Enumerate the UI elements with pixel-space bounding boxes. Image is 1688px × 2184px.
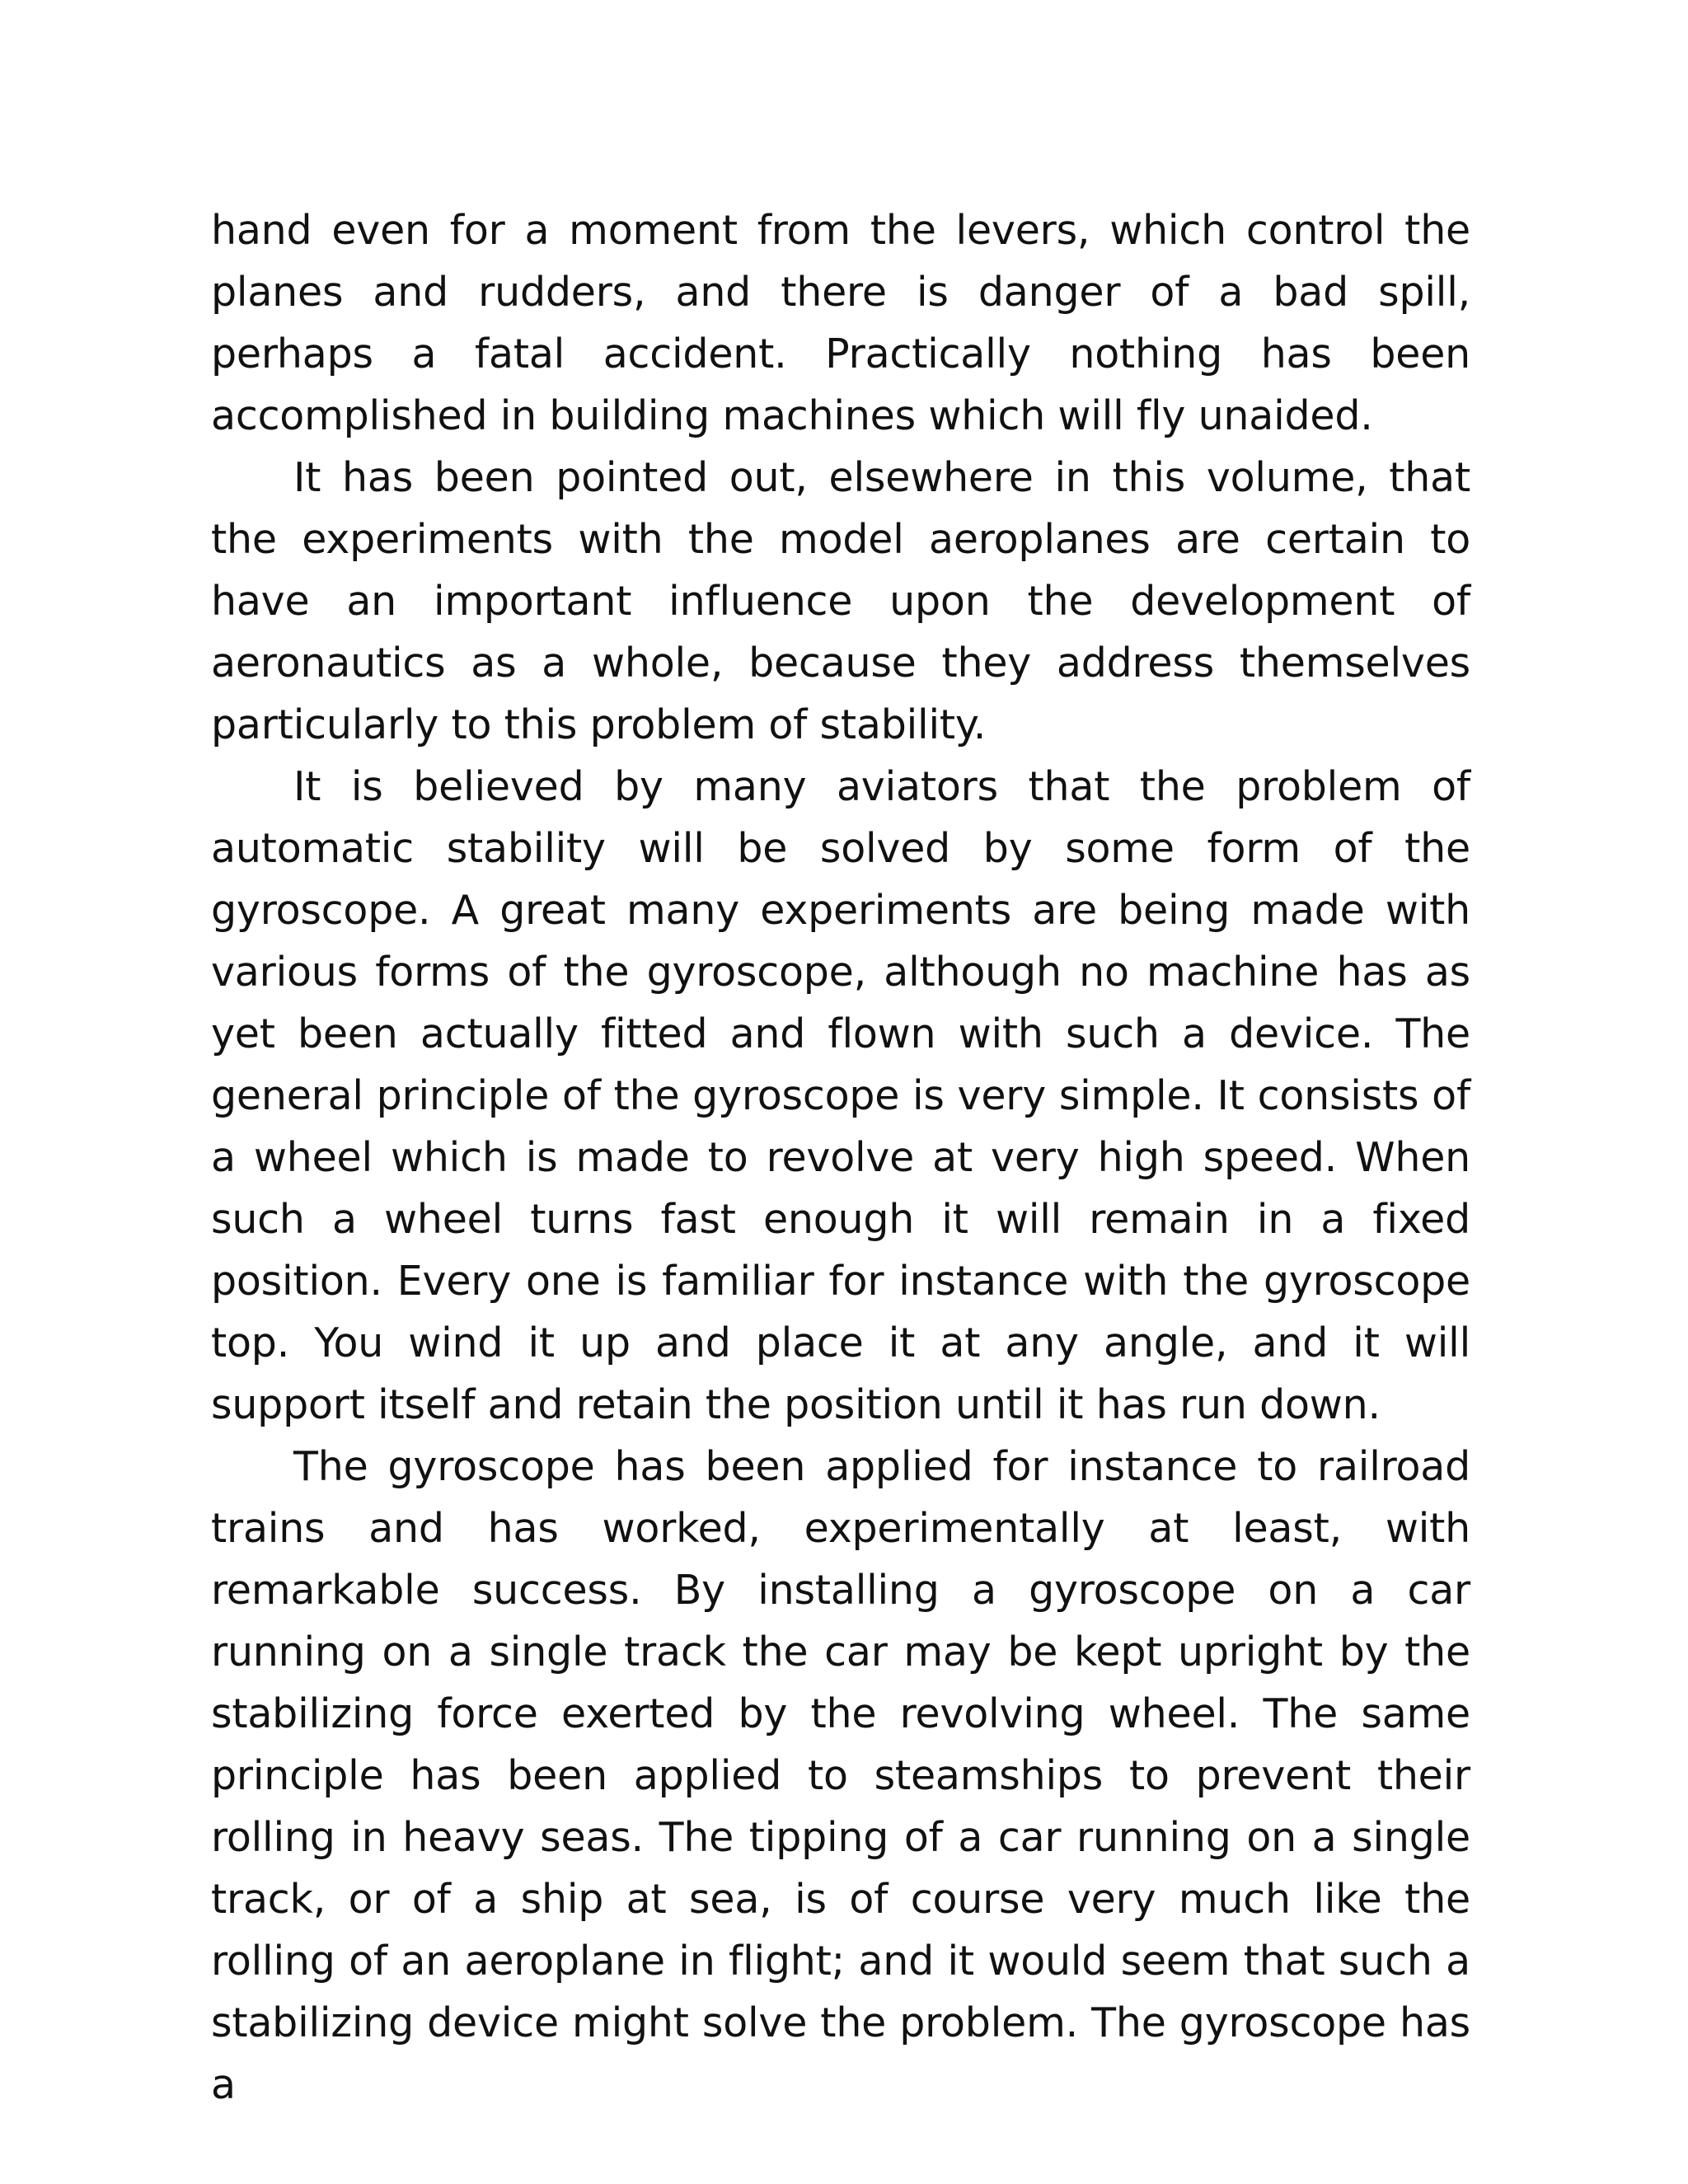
paragraph-model-aeroplanes: It has been pointed out, elsewhere in this volume, that the experiments with the model aeroplanes are certain to have an important influence upon the development of aeronautics as a whole, because they address themselves particularly to this problem of stability.: [211, 454, 1470, 748]
paragraph-continuation: hand even for a moment from the levers, which control the planes and rudders, and there is danger of a bad spill, perhaps a fatal accident. Practically nothing has been accomplished in building machines which will fly unaided.: [211, 207, 1470, 439]
body-text: [211, 199, 1470, 2116]
paragraph-gyroscope-principle: It is believed by many aviators that the problem of automatic stability will be solved by some form of the gyroscope. A great many experiments are being made with various forms of the gyroscope, although no machine has as yet been actually fitted and flown with such a device. The general principle of the gyroscope is very simple. It consists of a wheel which is made to revolve at very high speed. When such a wheel turns fast enough it will remain in a fixed position. Every one is familiar for instance with the gyroscope top. You wind it up and place it at any angle, and it will support itself and retain the position until it has run down.: [211, 763, 1470, 1428]
paragraph-gyroscope-applications: The gyroscope has been applied for instance to railroad trains and has worked, experimentally at least, with remarkable success. By installing a gyroscope on a car running on a single track the car may be kept upright by the stabilizing force exerted by the revolving wheel. The same principle has been applied to steamships to prevent their rolling in heavy seas. The tipping of a car running on a single track, or of a ship at sea, is of course very much like the rolling of an aeroplane in flight; and it would seem that such a stabilizing device might solve the problem. The gyroscope has a: [211, 1443, 1470, 2108]
